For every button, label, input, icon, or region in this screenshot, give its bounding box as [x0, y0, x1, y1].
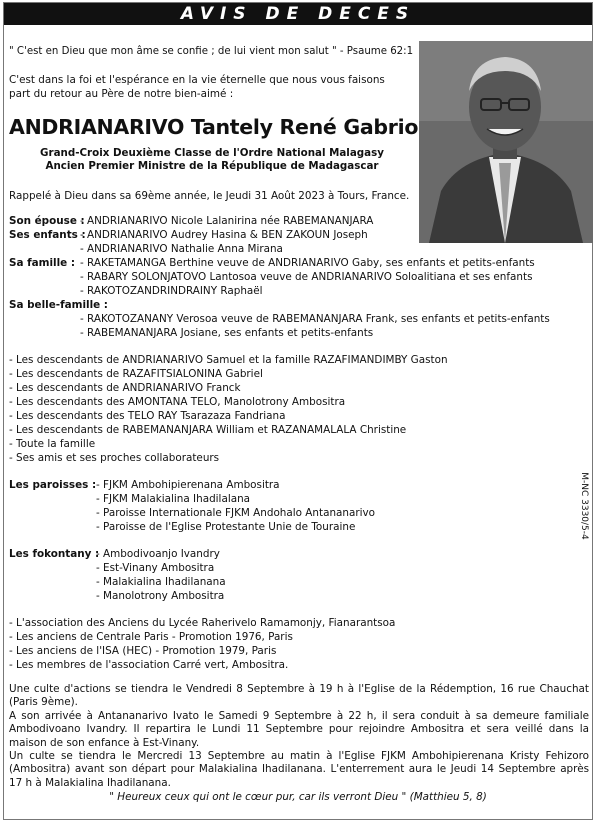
reference-code — [578, 463, 590, 553]
association-item: - Les anciens de Centrale Paris - Promotion 1976, Paris — [9, 631, 293, 643]
family-item: - RABARY SOLONJATOVO Lantosoa veuve de ANDRIANARIVO Soloalitiana et ses enfants — [80, 271, 533, 283]
title-line-2: Ancien Premier Ministre de la République de Madagascar — [45, 160, 379, 172]
notice-banner: AVIS DE DECES — [4, 3, 592, 25]
family-label: Sa famille : — [9, 257, 75, 269]
fokontany-item: - Manolotrony Ambositra — [96, 590, 225, 602]
descendants-item: - Toute la famille — [9, 438, 96, 450]
spouse-label: Son épouse : — [9, 215, 85, 227]
fokontany-label: Les fokontany : — [9, 548, 100, 560]
parish-item: - Paroisse Internationale FJKM Andohalo Antananarivo — [96, 507, 376, 519]
association-item: - Les anciens de l'ISA (HEC) - Promotion 1979, Paris — [9, 645, 277, 657]
obituary-notice — [3, 2, 593, 820]
association-item: - L'association des Anciens du Lycée Raherivelo Ramamonjy, Fianarantsoa — [9, 617, 396, 629]
parish-item: - FJKM Malakialina Ihadilalana — [96, 493, 251, 505]
in-laws-label: Sa belle-famille : — [9, 299, 108, 311]
parish-item: - Paroisse de l'Eglise Protestante Unie de Touraine — [96, 521, 356, 533]
fokontany-item: - Malakialina Ihadilanana — [96, 576, 226, 588]
deceased-name: ANDRIANARIVO Tantely René Gabrio — [9, 115, 419, 139]
family-item: - RAKETAMANGA Berthine veuve de ANDRIANARIVO Gaby, ses enfants et petits-enfants — [80, 257, 535, 269]
intro-line-1: C'est dans la foi et l'espérance en la vie éternelle que nous vous faisons — [9, 74, 385, 86]
death-notice: Rappelé à Dieu dans sa 69ème année, le Jeudi 31 Août 2023 à Tours, France. — [9, 190, 410, 202]
honorific-titles — [9, 147, 415, 173]
children-item: - ANDRIANARIVO Audrey Hasina & BEN ZAKOUN Joseph — [80, 229, 368, 241]
epigraph: " C'est en Dieu que mon âme se confie ; de lui vient mon salut " - Psaume 62:1 — [9, 46, 414, 57]
children-item: - ANDRIANARIVO Nathalie Anna Mirana — [80, 243, 283, 255]
closing-verse: " Heureux ceux qui ont le cœur pur, car ils verront Dieu " (Matthieu 5, 8) — [109, 791, 487, 803]
descendants-item: - Les descendants de ANDRIANARIVO Franck — [9, 382, 241, 394]
children-label: Ses enfants : — [9, 229, 86, 241]
descendants-item: - Les descendants de ANDRIANARIVO Samuel et la famille RAZAFIMANDIMBY Gaston — [9, 354, 448, 366]
portrait-photo — [419, 41, 593, 243]
descendants-item: - Les descendants de RAZAFITSIALONINA Gabriel — [9, 368, 263, 380]
ceremony-paragraph-3: Un culte se tiendra le Mercredi 13 Septembre au matin à l'Eglise FJKM Ambohipierenana Kristy Fehizoro (Ambositra) avant son départ pour Malakialina Ihadilanana. L'enterrement aura le Jeudi 14 Septembre après 17 h à Malakialina Ihadilanana. — [9, 750, 589, 789]
parish-item: - FJKM Ambohipierenana Ambositra — [96, 479, 280, 491]
in-laws-item: - RAKOTOZANANY Verosoa veuve de RABEMANANJARA Frank, ses enfants et petits-enfants — [80, 313, 550, 325]
association-item: - Les membres de l'association Carré vert, Ambositra. — [9, 659, 289, 671]
intro-line-2: part du retour au Père de notre bien-aimé : — [9, 88, 234, 100]
ceremony-paragraph-1: Une culte d'actions se tiendra le Vendredi 8 Septembre à 19 h à l'Eglise de la Rédemption, 16 rue Chauchat (Paris 9ème). — [9, 683, 589, 709]
parishes-label: Les paroisses : — [9, 479, 97, 491]
descendants-item: - Les descendants des TELO RAY Tsarazaza Fandriana — [9, 410, 286, 422]
descendants-item: - Les descendants de RABEMANANJARA William et RAZANAMALALA Christine — [9, 424, 407, 436]
family-item: - RAKOTOZANDRINDRAINY Raphaël — [80, 285, 263, 297]
reference-text: M-NC 3330/5-4 — [579, 472, 589, 540]
descendants-item: - Ses amis et ses proches collaborateurs — [9, 452, 220, 464]
portrait-illustration — [419, 41, 593, 243]
in-laws-item: - RABEMANANJARA Josiane, ses enfants et petits-enfants — [80, 327, 374, 339]
title-line-1: Grand-Croix Deuxième Classe de l'Ordre National Malagasy — [40, 147, 384, 159]
spouse-item: - ANDRIANARIVO Nicole Lalanirina née RABEMANANJARA — [80, 215, 374, 227]
fokontany-item: - Est-Vinany Ambositra — [96, 562, 215, 574]
descendants-item: - Les descendants des AMONTANA TELO, Manolotrony Ambositra — [9, 396, 346, 408]
fokontany-item: - Ambodivoanjo Ivandry — [96, 548, 220, 560]
ceremony-paragraph-2: A son arrivée à Antananarivo Ivato le Samedi 9 Septembre à 22 h, il sera conduit à sa demeure familiale Ambodivoano Ivandry. Il repartira le Lundi 11 Septembre pour rejoindre Ambositra et sera veillé dans la maison de son enfance à Est-Vinany. — [9, 710, 589, 749]
